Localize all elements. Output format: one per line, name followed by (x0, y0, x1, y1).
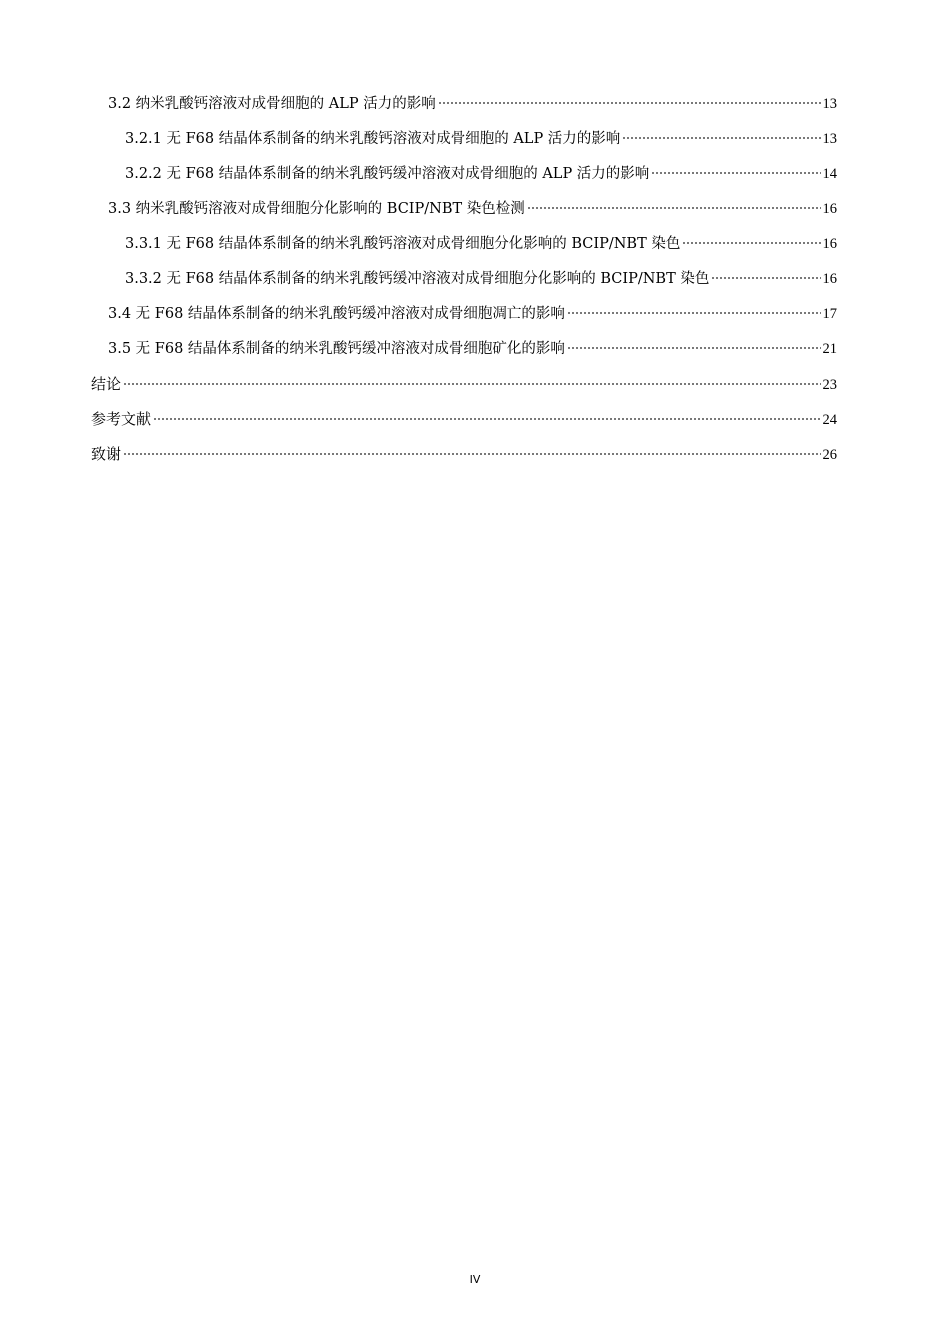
toc-dot-leader (567, 312, 821, 314)
toc-entry-page: 23 (822, 377, 837, 393)
toc-entry-page: 13 (822, 96, 837, 112)
toc-dot-leader (711, 277, 820, 279)
toc-entry-conclusion[interactable] (91, 372, 837, 407)
toc-dot-leader (622, 137, 820, 139)
toc-entry-3-2[interactable] (91, 92, 837, 127)
toc-entry-3-5[interactable] (91, 337, 837, 372)
toc-dot-leader (682, 242, 820, 244)
toc-entry-3-3[interactable] (91, 197, 837, 232)
toc-entry-3-4[interactable] (91, 302, 837, 337)
toc-dot-leader (567, 347, 821, 349)
toc-entry-acknowledgements[interactable] (91, 442, 837, 477)
toc-dot-leader (527, 207, 821, 209)
toc-entry-3-3-1[interactable] (91, 232, 837, 267)
toc-entry-3-3-2[interactable] (91, 267, 837, 302)
toc-entry-title: 3.4 无 F68 结晶体系制备的纳米乳酸钙缓冲溶液对成骨细胞凋亡的影响 (108, 306, 565, 322)
toc-entry-title: 致谢 (91, 445, 122, 463)
table-of-contents (91, 92, 837, 477)
toc-entry-page: 16 (822, 271, 837, 287)
toc-dot-leader (123, 453, 820, 455)
toc-entry-title: 3.2 纳米乳酸钙溶液对成骨细胞的 ALP 活力的影响 (108, 96, 436, 112)
page-number: IV (469, 1273, 481, 1286)
toc-entry-page: 16 (822, 236, 837, 252)
toc-entry-references[interactable] (91, 407, 837, 442)
toc-entry-3-2-2[interactable] (91, 162, 837, 197)
toc-dot-leader (651, 172, 820, 174)
toc-entry-3-2-1[interactable] (91, 127, 837, 162)
toc-entry-title: 参考文献 (91, 410, 152, 428)
toc-entry-title: 3.3.1 无 F68 结晶体系制备的纳米乳酸钙溶液对成骨细胞分化影响的 BCIP/NBT 染色 (125, 236, 681, 252)
toc-entry-page: 21 (822, 341, 837, 357)
toc-entry-title: 3.5 无 F68 结晶体系制备的纳米乳酸钙缓冲溶液对成骨细胞矿化的影响 (108, 341, 565, 357)
toc-entry-title: 3.3.2 无 F68 结晶体系制备的纳米乳酸钙缓冲溶液对成骨细胞分化影响的 BCIP/NBT 染色 (125, 271, 710, 287)
toc-entry-page: 16 (822, 201, 837, 217)
toc-entry-title: 3.3 纳米乳酸钙溶液对成骨细胞分化影响的 BCIP/NBT 染色检测 (108, 201, 525, 217)
toc-entry-title: 3.2.2 无 F68 结晶体系制备的纳米乳酸钙缓冲溶液对成骨细胞的 ALP 活力的影响 (125, 166, 650, 182)
toc-dot-leader (153, 418, 820, 420)
toc-entry-page: 13 (822, 131, 837, 147)
toc-dot-leader (123, 383, 820, 385)
toc-entry-page: 26 (822, 447, 837, 463)
toc-entry-page: 24 (822, 412, 837, 428)
toc-dot-leader (438, 102, 821, 104)
toc-entry-title: 3.2.1 无 F68 结晶体系制备的纳米乳酸钙溶液对成骨细胞的 ALP 活力的影响 (125, 131, 621, 147)
toc-entry-page: 14 (822, 166, 837, 182)
toc-entry-page: 17 (822, 306, 837, 322)
toc-entry-title: 结论 (91, 375, 122, 393)
